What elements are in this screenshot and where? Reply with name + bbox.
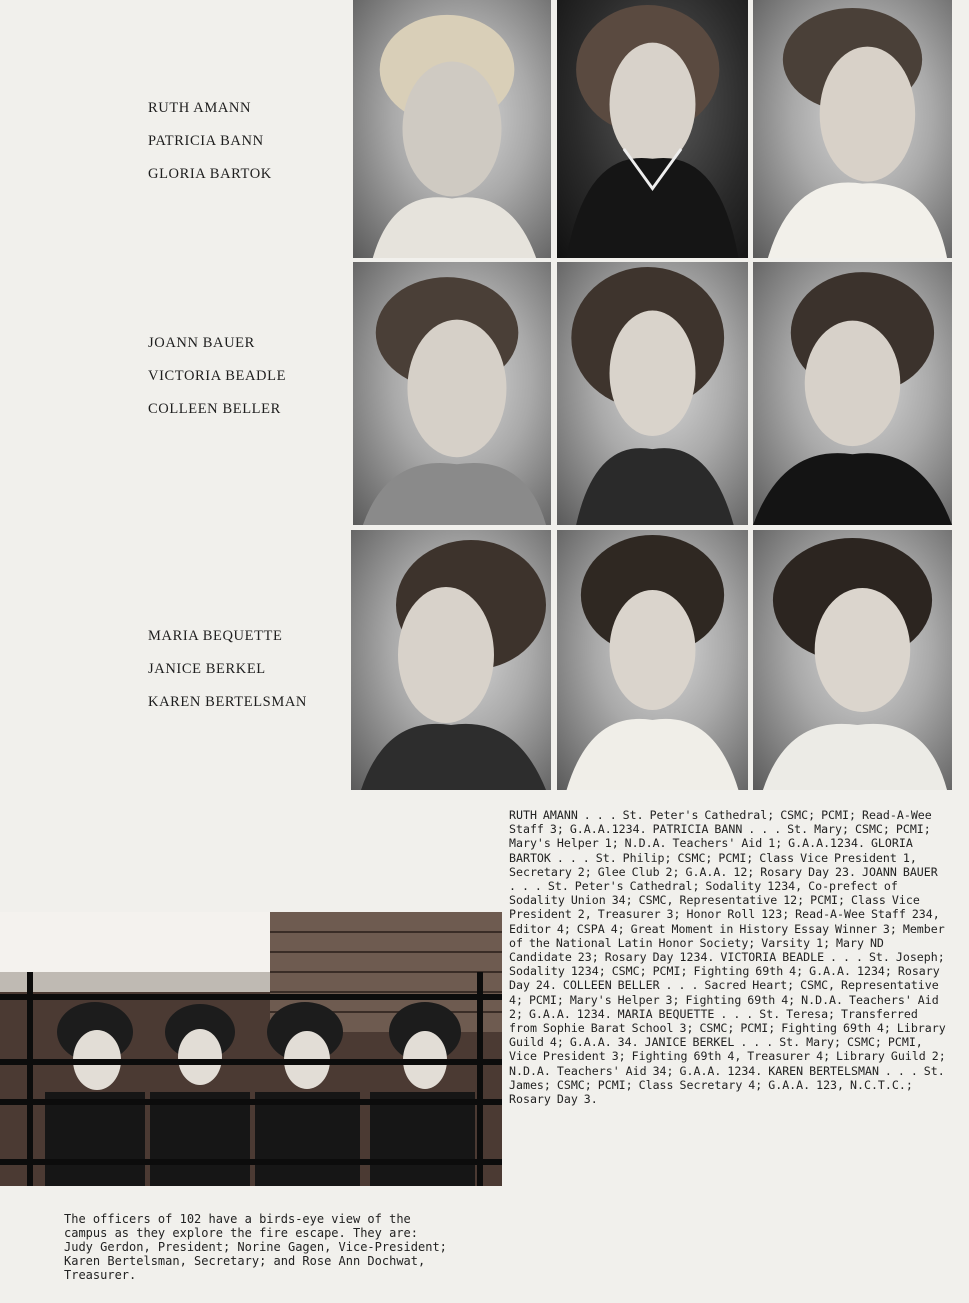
portrait-photo <box>753 530 952 790</box>
portrait-photo <box>353 262 551 525</box>
student-name: GLORIA BARTOK <box>148 166 272 182</box>
student-name: RUTH AMANN <box>148 100 252 116</box>
portrait-photo <box>557 262 748 525</box>
name-list-row-3 <box>148 620 307 719</box>
student-name: JANICE BERKEL <box>148 661 266 677</box>
student-name: JOANN BAUER <box>148 335 255 351</box>
portrait-photo <box>351 530 551 790</box>
portrait-photo <box>557 0 748 258</box>
student-name: KAREN BERTELSMAN <box>148 694 307 710</box>
student-biographies: RUTH AMANN . . . St. Peter's Cathedral; CSMC; PCMI; Read-A-Wee Staff 3; G.A.A.1234. PATRICIA BANN . . . St. Mary; CSMC; PCMI; Mary's Helper 1; N.D.A. Teachers' Aid 1; G.A.A.1234. GLORIA BARTOK . . . St. Philip; CSMC; PCMI; Class Vice President 1, Secretary 2; Glee Club 2; G.A.A. 12; Rosary Day 23. JOANN BAUER . . . St. Peter's Cathedral; Sodality 1234, Co-prefect of Sodality Union 34; CSMC, Representative 12; PCMI; Class Vice President 2, Treasurer 3; Honor Roll 123; Read-A-Wee Staff 234, Editor 4; CSPA 4; Great Moment in History Essay Winner 3; Member of the National Latin Honor Society; Varsity 1; Mary ND Candidate 23; Rosary Day 1234. VICTORIA BEADLE . . . St. Joseph; Sodality 1234; CSMC; PCMI; Fighting 69th 4; G.A.A. 1234; Rosary Day 24. COLLEEN BELLER . . . Sacred Heart; CSMC, Representative 4; PCMI; Mary's Helper 3; Fighting 69th 4; N.D.A. Teachers' Aid 2; G.A.A. 1234. MARIA BEQUETTE . . . St. Teresa; Transferred from Sophie Barat School 3; CSMC; PCMI; Fighting 69th 4; Library Guild 4; G.A.A. 34. JANICE BERKEL . . . St. Mary; CSMC; PCMI, Vice President 3; Fighting 69th 4, Treasurer 4; Library Guild 2; N.D.A. Teachers' Aid 34; G.A.A. 1234. KAREN BERTELSMAN . . . St. James; CSMC; PCMI; Class Secretary 4; G.A.A. 123, N.C.T.C.; Rosary Day 3. <box>509 808 946 1107</box>
portrait-photo <box>557 530 748 790</box>
student-name: PATRICIA BANN <box>148 133 264 149</box>
student-name: VICTORIA BEADLE <box>148 368 287 384</box>
name-list-row-1 <box>148 92 272 191</box>
student-name: MARIA BEQUETTE <box>148 628 283 644</box>
portrait-photo <box>753 262 952 525</box>
officers-photo-caption: The officers of 102 have a birds-eye view of the campus as they explore the fire escape. They are: Judy Gerdon, President; Norine Gagen, Vice-President; Karen Bertelsman, Secretary; and Rose Ann Dochwat, Treasurer. <box>64 1212 447 1282</box>
student-name: COLLEEN BELLER <box>148 401 281 417</box>
portrait-photo <box>353 0 551 258</box>
name-list-row-2 <box>148 327 286 426</box>
officers-group-photo <box>0 912 502 1186</box>
portrait-photo <box>753 0 952 258</box>
